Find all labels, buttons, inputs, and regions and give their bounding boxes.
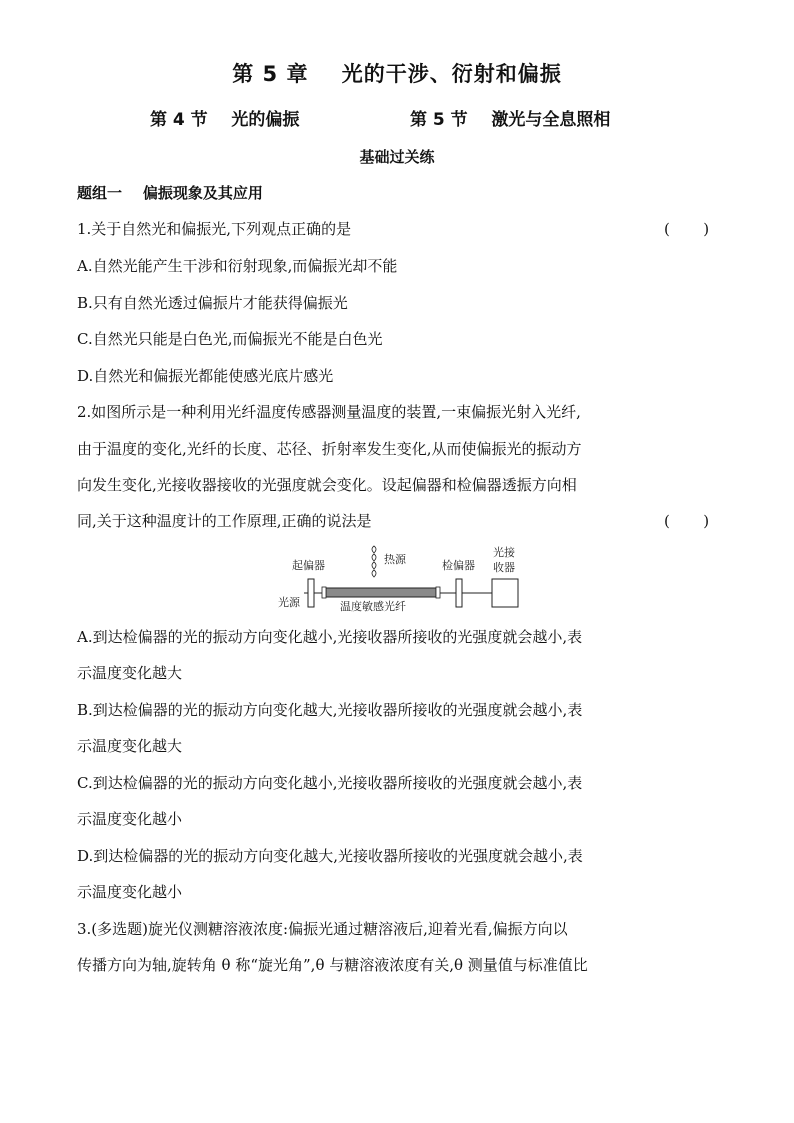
fiber-label: 温度敏感光纤 xyxy=(340,600,406,613)
chapter-title: 第 5 章 光的干涉、衍射和偏振 xyxy=(232,62,562,86)
polarizer-plate xyxy=(308,579,314,607)
section-5-title: 第 5 节 激光与全息照相 xyxy=(410,110,611,130)
question-2-stem-line-2: 由于温度的变化,光纤的长度、芯径、折射率发生变化,从而使偏振光的振动方 xyxy=(77,440,582,458)
receiver-label-line-1: 光接 xyxy=(493,546,515,559)
question-2-option-d-line-2: 示温度变化越小 xyxy=(77,883,183,901)
question-2-option-a-line-1: A.到达检偏器的光的振动方向变化越小,光接收器所接收的光强度就会越小,表 xyxy=(77,628,583,646)
group-title: 题组一 偏振现象及其应用 xyxy=(77,184,263,202)
question-1-stem: 1.关于自然光和偏振光,下列观点正确的是 xyxy=(77,220,352,238)
question-2-option-c-line-1: C.到达检偏器的光的振动方向变化越小,光接收器所接收的光强度就会越小,表 xyxy=(77,774,583,792)
question-1-option-d: D.自然光和偏振光都能使感光底片感光 xyxy=(77,367,334,385)
polarizer-label: 起偏器 xyxy=(292,559,325,572)
heat-source-label: 热源 xyxy=(384,553,406,566)
question-2-option-a-line-2: 示温度变化越大 xyxy=(77,664,183,682)
exercise-subtitle: 基础过关练 xyxy=(359,148,435,166)
question-1-option-a: A.自然光能产生干涉和衍射现象,而偏振光却不能 xyxy=(77,257,398,275)
question-2-option-d-line-1: D.到达检偏器的光的振动方向变化越大,光接收器所接收的光强度就会越小,表 xyxy=(77,847,583,865)
receiver-box xyxy=(492,579,518,607)
question-2-stem-line-4: 同,关于这种温度计的工作原理,正确的说法是 xyxy=(77,512,372,530)
question-1-answer-bracket: ( ) xyxy=(664,220,710,238)
question-2-option-b-line-1: B.到达检偏器的光的振动方向变化越大,光接收器所接收的光强度就会越小,表 xyxy=(77,701,583,719)
receiver-label-line-2: 收器 xyxy=(493,561,515,574)
question-3-stem-line-2: 传播方向为轴,旋转角 θ 称“旋光角”,θ 与糖溶液浓度有关,θ 测量值与标准值比 xyxy=(77,956,588,974)
fiber-left-connector xyxy=(322,587,326,598)
question-1-option-c: C.自然光只能是白色光,而偏振光不能是白色光 xyxy=(77,330,383,348)
fiber-sensor-diagram xyxy=(270,543,530,615)
analyzer-label: 检偏器 xyxy=(442,559,475,572)
section-4-title: 第 4 节 光的偏振 xyxy=(150,110,300,130)
question-2-stem-line-3: 向发生变化,光接收器接收的光强度就会变化。设起偏器和检偏器透振方向相 xyxy=(77,476,577,494)
question-2-stem-line-1: 2.如图所示是一种利用光纤温度传感器测量温度的装置,一束偏振光射入光纤, xyxy=(77,403,581,421)
fiber-right-connector xyxy=(436,587,440,598)
question-2-answer-bracket: ( ) xyxy=(664,512,710,530)
temperature-fiber xyxy=(326,588,436,597)
question-3-stem-line-1: 3.(多选题)旋光仪测糖溶液浓度:偏振光通过糖溶液后,迎着光看,偏振方向以 xyxy=(77,920,568,938)
light-source-label: 光源 xyxy=(278,596,300,609)
heat-source-icon xyxy=(372,546,376,577)
question-2-option-c-line-2: 示温度变化越小 xyxy=(77,810,183,828)
analyzer-plate xyxy=(456,579,462,607)
question-1-option-b: B.只有自然光透过偏振片才能获得偏振光 xyxy=(77,294,348,312)
question-2-option-b-line-2: 示温度变化越大 xyxy=(77,737,183,755)
